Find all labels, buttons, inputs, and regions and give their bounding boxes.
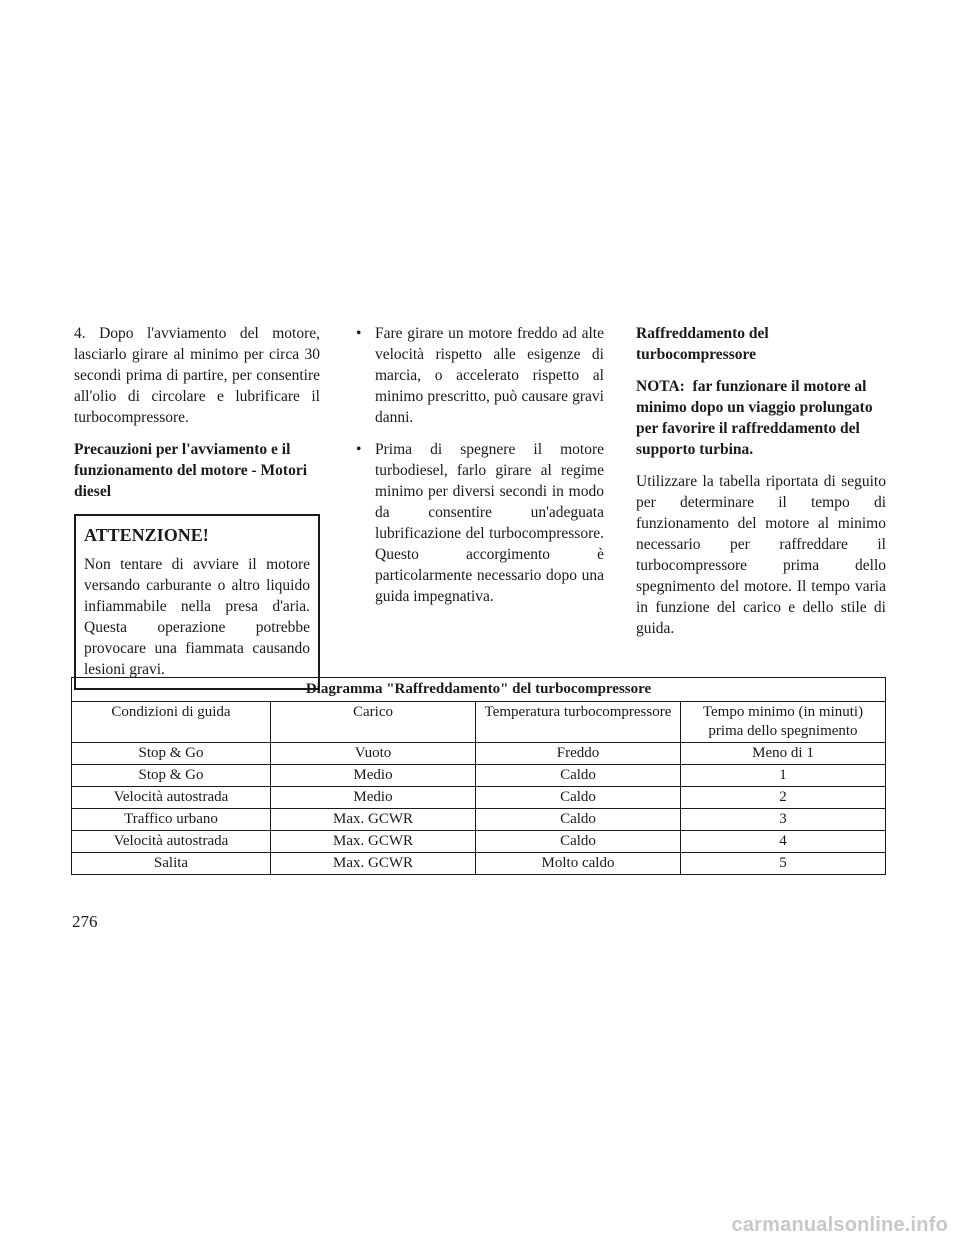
header-turbo-temperature: Temperatura turbocompressore bbox=[476, 702, 681, 743]
warning-box bbox=[74, 514, 320, 690]
precautions-list bbox=[354, 323, 604, 607]
header-driving-conditions: Condizioni di guida bbox=[72, 702, 271, 743]
table-title: Diagramma "Raffreddamento" del turbocompressore bbox=[72, 678, 886, 702]
note-text: far funzionare il motore al minimo dopo un viaggio prolungato per favorire il raffreddamento del supporto turbina. bbox=[636, 378, 873, 458]
header-min-time: Tempo minimo (in minuti) prima dello spegnimento bbox=[681, 702, 886, 743]
table-header-row bbox=[72, 702, 886, 743]
cooling-table bbox=[71, 677, 886, 875]
table-row: Velocità autostrada Max. GCWR Caldo 4 bbox=[72, 831, 886, 853]
list-item: • Fare girare un motore freddo ad alte velocità rispetto alle esigenze di marcia, o accelerato rispetto al minimo prescritto, può causare gravi danni. bbox=[356, 325, 604, 426]
page-number: 276 bbox=[72, 912, 98, 931]
warning-text: Non tentare di avviare il motore versando carburante o altro liquido infiammabile nella presa d'aria. Questa operazione potrebbe provocare una fiammata causando lesioni gravi. bbox=[84, 556, 310, 678]
table-row: Stop & Go Vuoto Freddo Meno di 1 bbox=[72, 743, 886, 765]
watermark: carmanualsonline.info bbox=[731, 1214, 948, 1236]
middle-column bbox=[354, 323, 604, 618]
bullet-icon: • bbox=[356, 325, 362, 342]
table-row: Traffico urbano Max. GCWR Caldo 3 bbox=[72, 809, 886, 831]
table-row: Stop & Go Medio Caldo 1 bbox=[72, 765, 886, 787]
note-paragraph bbox=[636, 376, 886, 460]
table-row: Velocità autostrada Medio Caldo 2 bbox=[72, 787, 886, 809]
warning-title: ATTENZIONE! bbox=[84, 525, 209, 545]
step-4-text: 4. Dopo l'avviamento del motore, lasciarlo girare al minimo per circa 30 secondi prima di partire, per consentire all'olio di circolare e lubrificare il turbocompressore. bbox=[74, 325, 320, 426]
right-column bbox=[636, 323, 886, 650]
table-title-row bbox=[72, 678, 886, 702]
left-column bbox=[74, 323, 320, 690]
turbo-cooling-heading: Raffreddamento del turbocompressore bbox=[636, 325, 769, 363]
header-load: Carico bbox=[271, 702, 476, 743]
diesel-precautions-heading: Precauzioni per l'avviamento e il funzionamento del motore - Motori diesel bbox=[74, 441, 308, 500]
note-label: NOTA: bbox=[636, 378, 685, 395]
table-intro-text: Utilizzare la tabella riportata di seguito per determinare il tempo di funzionamento del motore al minimo necessario per raffreddare il turbocompressore prima dello spegnimento del motore. Il tempo varia in funzione del carico e dello stile di guida. bbox=[636, 473, 886, 637]
list-item: • Prima di spegnere il motore turbodiesel, farlo girare al regime minimo per diversi secondi in modo da consentire un'adeguata lubrificazione del turbocompressore. Questo accorgimento è particolarmente necessario dopo una guida impegnativa. bbox=[356, 441, 604, 605]
bullet-icon: • bbox=[356, 441, 362, 458]
table-row: Salita Max. GCWR Molto caldo 5 bbox=[72, 853, 886, 875]
